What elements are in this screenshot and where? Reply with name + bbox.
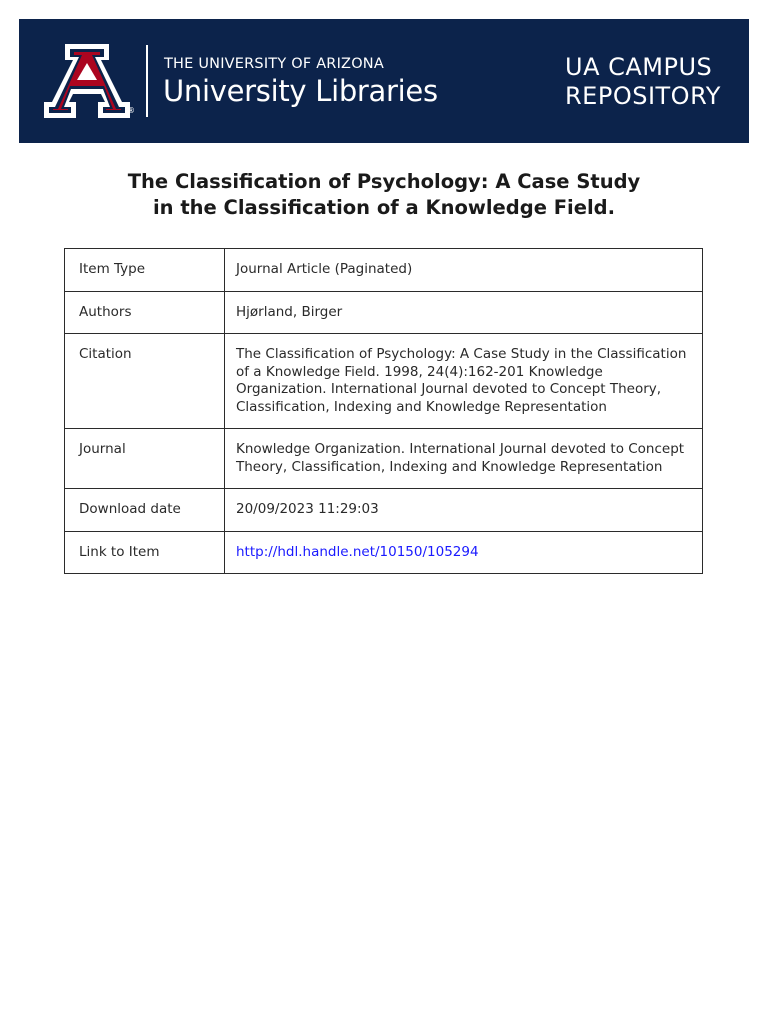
metadata-row-citation [65,334,703,429]
metadata-row-journal [65,429,703,489]
metadata-value: The Classification of Psychology: A Case Study in the Classification of a Knowledge Field. 1998, 24(4):162-201 Knowledge Organization. International Journal devoted to Concept Theory, Classification, Indexing and Knowledge Representation [225,334,703,429]
metadata-value [225,531,703,574]
repository-name-line-1: UA CAMPUS [565,53,713,81]
banner-divider [146,45,148,117]
document-title-line-1: The Classification of Psychology: A Case Study [127,170,641,193]
repository-name-line-2: REPOSITORY [565,82,721,110]
item-link[interactable]: http://hdl.handle.net/10150/105294 [236,543,479,560]
metadata-row-link [65,531,703,574]
document-title-line-2: in the Classification of a Knowledge Field. [152,196,615,219]
metadata-label: Link to Item [65,531,225,574]
university-name: THE UNIVERSITY OF ARIZONA [164,56,384,72]
metadata-value: 20/09/2023 11:29:03 [225,489,703,532]
arizona-a-logo-icon [44,44,130,118]
libraries-name: University Libraries [163,74,438,108]
metadata-label: Journal [65,429,225,489]
repository-banner [19,19,749,143]
metadata-value: Knowledge Organization. International Journal devoted to Concept Theory, Classification, Indexing and Knowledge Representation [225,429,703,489]
metadata-label: Download date [65,489,225,532]
metadata-label: Item Type [79,261,146,277]
repository-name [565,53,721,111]
metadata-row-item-type [65,249,703,292]
metadata-label: Citation [65,334,225,429]
metadata-row-authors [65,291,703,334]
metadata-value: Journal Article (Paginated) [225,249,703,292]
registered-trademark: ® [127,106,135,115]
metadata-value: Hjørland, Birger [225,291,703,334]
document-title [0,169,768,221]
metadata-label: Authors [65,291,225,334]
metadata-table [64,248,703,574]
metadata-row-download-date [65,489,703,532]
